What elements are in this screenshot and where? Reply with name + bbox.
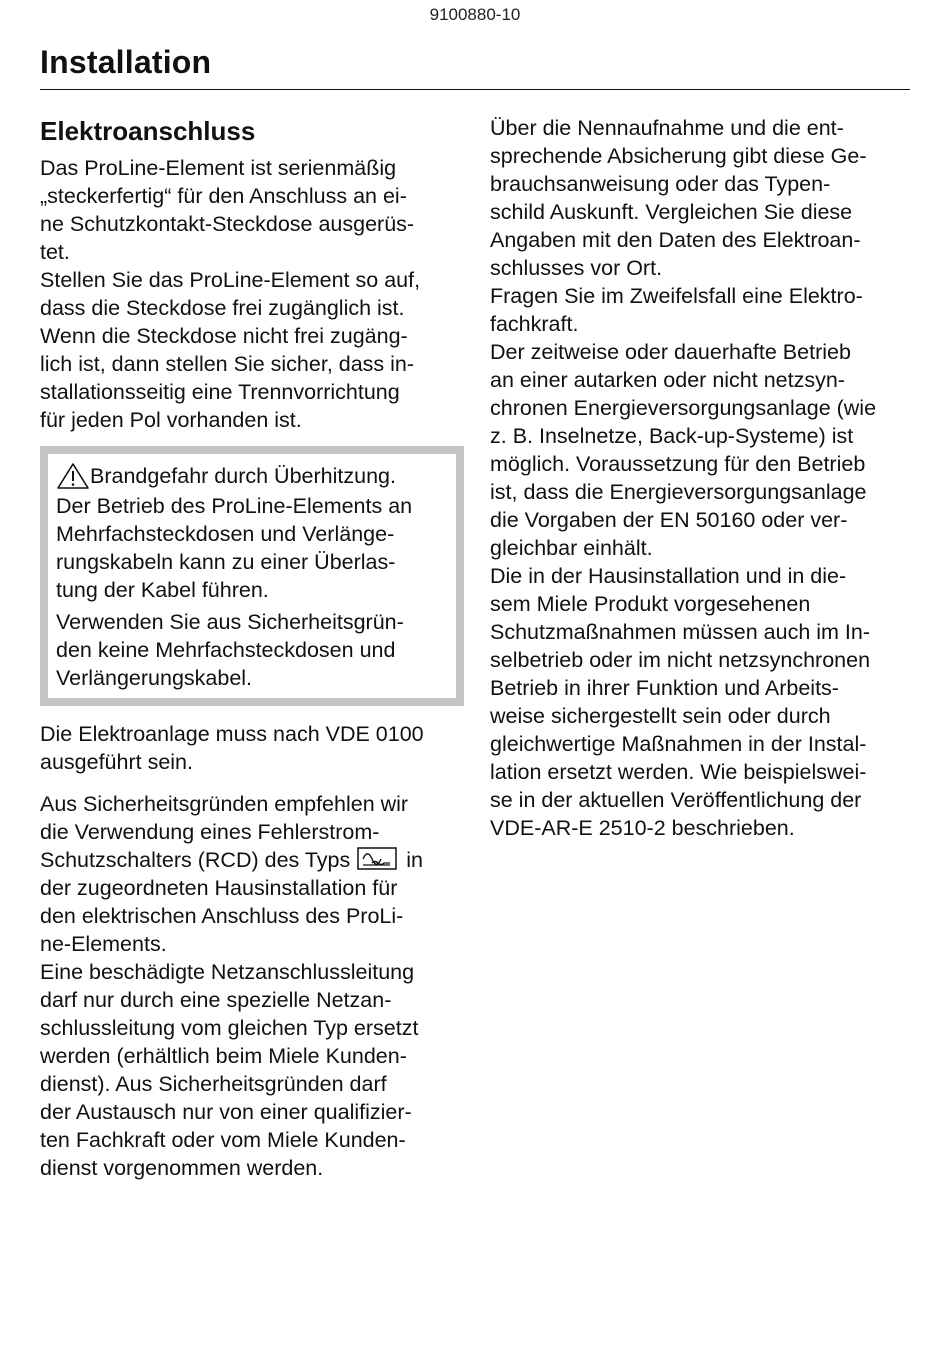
warning-triangle-icon — [56, 462, 90, 490]
paragraph-island-operation: Der zeitweise oder dauerhafte Betrieb an einer autarken oder nicht netzsyn- chronen Energieversorgungsanlage (wie z. B. Inselnetze, Back-up-Systeme) ist möglich. Voraussetzung für den Betrieb ist, dass die Energieversorgungsanlage die Vorgaben der EN 50160 oder ver- gleichbar einhält. Die in der Hausinstallation und in die- sem Miele Produkt vorgesehenen Schutzmaßnahmen müssen auch im In- selbetrieb oder im nicht netzsynchronen Betrieb in ihrer Funktion und Arbeits- weise sichergestellt sein oder durch gleichwertige Maßnahmen in der Instal- lation ersetzt werden. Wie beispielswei- se in der aktuellen Veröffentlichung der VDE-AR-E 2510-2 beschrieben. — [490, 340, 877, 840]
paragraph-vde: Die Elektroanlage muss nach VDE 0100 ausgeführt sein. — [40, 722, 424, 774]
warning-heading-row — [56, 462, 448, 490]
warning-text-2: Verwenden Sie aus Sicherheitsgrün- den keine Mehrfachsteckdosen und Verlängerungskabel. — [56, 610, 404, 690]
paragraph-rcd — [40, 790, 464, 958]
paragraph-rcd-line — [40, 846, 464, 874]
left-column — [40, 114, 464, 1182]
right-column — [490, 114, 914, 842]
paragraph-cable-replacement: Eine beschädigte Netzanschlussleitung darf nur durch eine spezielle Netzan- schlussleitung vom gleichen Typ ersetzt werden (erhältlich beim Miele Kunden- dienst). Aus Sicherheitsgründen darf der Austausch nur von einer qualifizier- ten Fachkraft oder vom Miele Kunden- dienst vorgenommen werden. — [40, 960, 419, 1180]
warning-text-1: Der Betrieb des ProLine-Elements an Mehrfachsteckdosen und Verlänge- rungskabeln kann zu einer Überlas- tung der Kabel führen. — [56, 494, 413, 602]
paragraph-rcd-text-b: in — [400, 848, 423, 872]
paragraph-rcd-end: der zugeordneten Hausinstallation für den elektrischen Anschluss des ProLi- ne-Elements. — [40, 876, 404, 956]
paragraph-plug-ready: Das ProLine-Element ist serienmäßig „steckerfertig“ für den Anschluss an ei- ne Schutzkontakt-Steckdose ausgerüs- tet. — [40, 156, 415, 264]
warning-box — [40, 446, 464, 706]
warning-heading: Brandgefahr durch Überhitzung. — [90, 464, 396, 488]
paragraph-rcd-text-a: Schutzschalters (RCD) des Typs — [40, 848, 357, 872]
document-number: 9100880-10 — [429, 5, 521, 24]
rcd-type-symbol-icon — [356, 846, 400, 870]
paragraph-socket-access: Stellen Sie das ProLine-Element so auf, dass die Steckdose frei zugänglich ist. Wenn die Steckdose nicht frei zugäng- lich ist, dann stellen Sie sicher, dass in- stallationsseitig eine Trennvorrichtung für jeden Pol vorhanden ist. — [40, 268, 421, 432]
title-divider — [40, 89, 910, 90]
paragraph-rating: Über die Nennaufnahme und die ent- sprechende Absicherung gibt diese Ge- brauchsanweisung oder das Typen- schild Auskunft. Vergleichen Sie diese Angaben mit den Daten des Elektroan- schlusses vor Ort. Fragen Sie im Zweifelsfall eine Elektro- fachkraft. — [490, 116, 867, 336]
page-title: Installation — [40, 44, 212, 80]
paragraph-rcd-start: Aus Sicherheitsgründen empfehlen wir die Verwendung eines Fehlerstrom- — [40, 792, 409, 844]
section-title: Elektroanschluss — [40, 116, 256, 146]
